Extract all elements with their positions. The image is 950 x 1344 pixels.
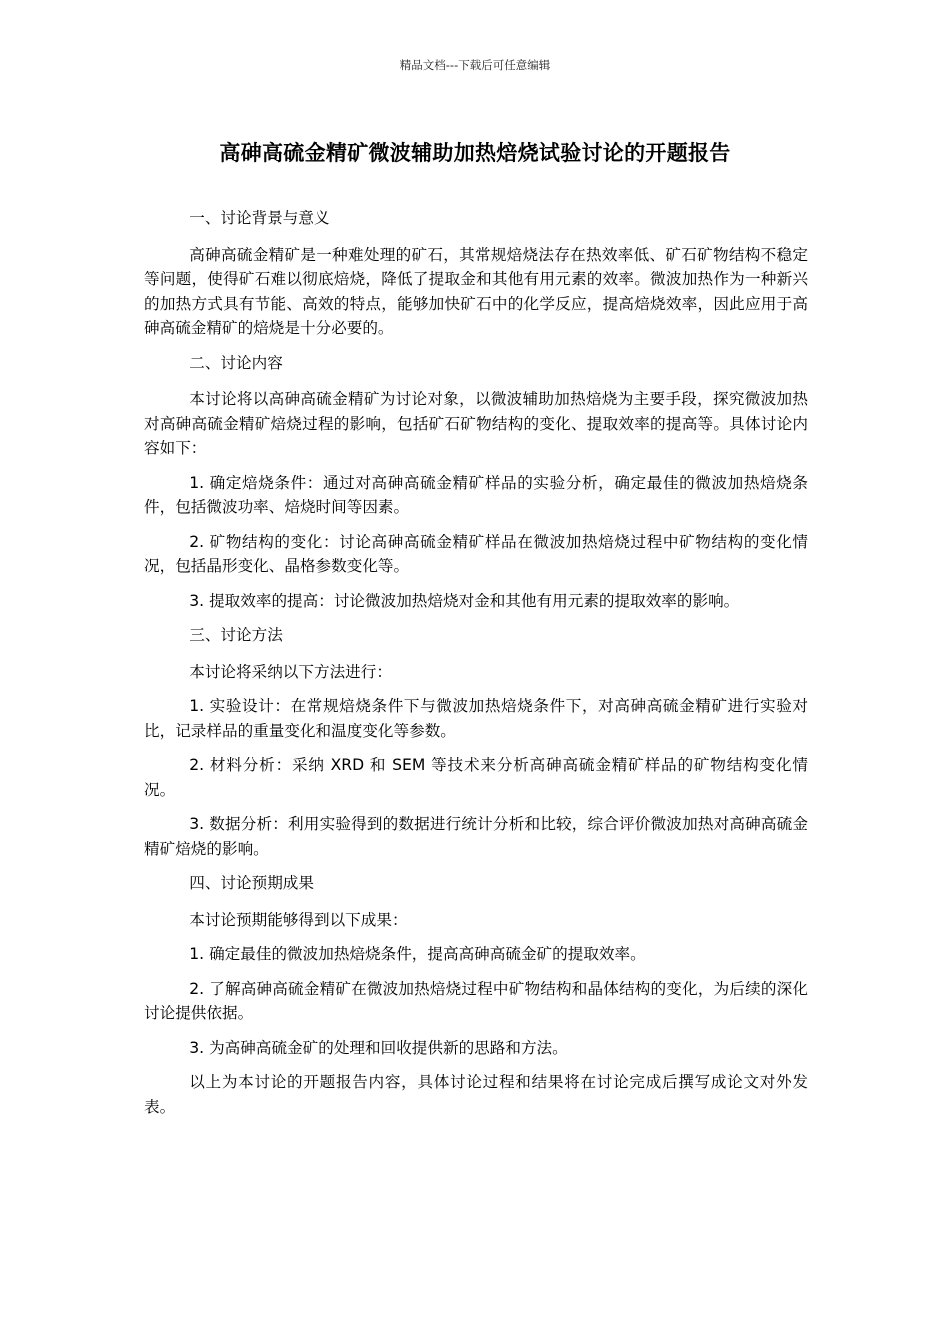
section-heading-background: 一、讨论背景与意义 [189,209,330,227]
paragraph-content-intro: 本讨论将以高砷高硫金精矿为讨论对象，以微波辅助加热焙烧为主要手段，探究微波加热对高砷高硫金精矿焙烧过程的影响，包括矿石矿物结构的变化、提取效率的提高等。具体讨论内容如下： [144,390,808,457]
paragraph-background: 高砷高硫金精矿是一种难处理的矿石，其常规焙烧法存在热效率低、矿石矿物结构不稳定等问题，使得矿石难以彻底焙烧，降低了提取金和其他有用元素的效率。微波加热作为一种新兴的加热方式具有节能、高效的特点，能够加快矿石中的化学反应，提高焙烧效率，因此应用于高砷高硫金精矿的焙烧是十分必要的。 [144,245,808,337]
section-heading-method: 三、讨论方法 [189,626,283,644]
section-heading-content: 二、讨论内容 [189,353,283,372]
list-item-method-2: 2. 材料分析：采纳 XRD 和 SEM 等技术来分析高砷高硫金精矿样品的矿物结构变化情况。 [144,756,808,799]
paragraph-results-intro: 本讨论预期能够得到以下成果： [189,910,408,929]
list-item-results-3: 3. 为高砷高硫金矿的处理和回收提供新的思路和方法。 [189,1038,568,1057]
document-body [144,206,808,1129]
list-item-method-1: 1. 实验设计：在常规焙烧条件下与微波加热焙烧条件下，对高砷高硫金精矿进行实验对比，记录样品的重量变化和温度变化等参数。 [144,697,808,740]
header-note: 精品文档---下载后可任意编辑 [399,58,551,72]
list-item-content-1: 1. 确定焙烧条件：通过对高砷高硫金精矿样品的实验分析，确定最佳的微波加热焙烧条件，包括微波功率、焙烧时间等因素。 [144,473,808,516]
paragraph-method-intro: 本讨论将采纳以下方法进行： [189,662,392,681]
document-title: 高砷高硫金精矿微波辅助加热焙烧试验讨论的开题报告 [219,141,731,165]
list-item-results-2: 2. 了解高砷高硫金精矿在微波加热焙烧过程中矿物结构和晶体结构的变化，为后续的深化讨论提供依据。 [144,979,808,1022]
list-item-results-1: 1. 确定最佳的微波加热焙烧条件，提高高砷高硫金矿的提取效率。 [189,945,646,963]
paragraph-conclusion: 以上为本讨论的开题报告内容，具体讨论过程和结果将在讨论完成后撰写成论文对外发表。 [144,1073,808,1116]
list-item-method-3: 3. 数据分析：利用实验得到的数据进行统计分析和比较，综合评价微波加热对高砷高硫金精矿焙烧的影响。 [144,815,808,858]
section-heading-results: 四、讨论预期成果 [189,874,314,892]
list-item-content-2: 2. 矿物结构的变化：讨论高砷高硫金精矿样品在微波加热焙烧过程中矿物结构的变化情况，包括晶形变化、晶格参数变化等。 [144,532,808,575]
list-item-content-3: 3. 提取效率的提高：讨论微波加热焙烧对金和其他有用元素的提取效率的影响。 [189,591,740,610]
